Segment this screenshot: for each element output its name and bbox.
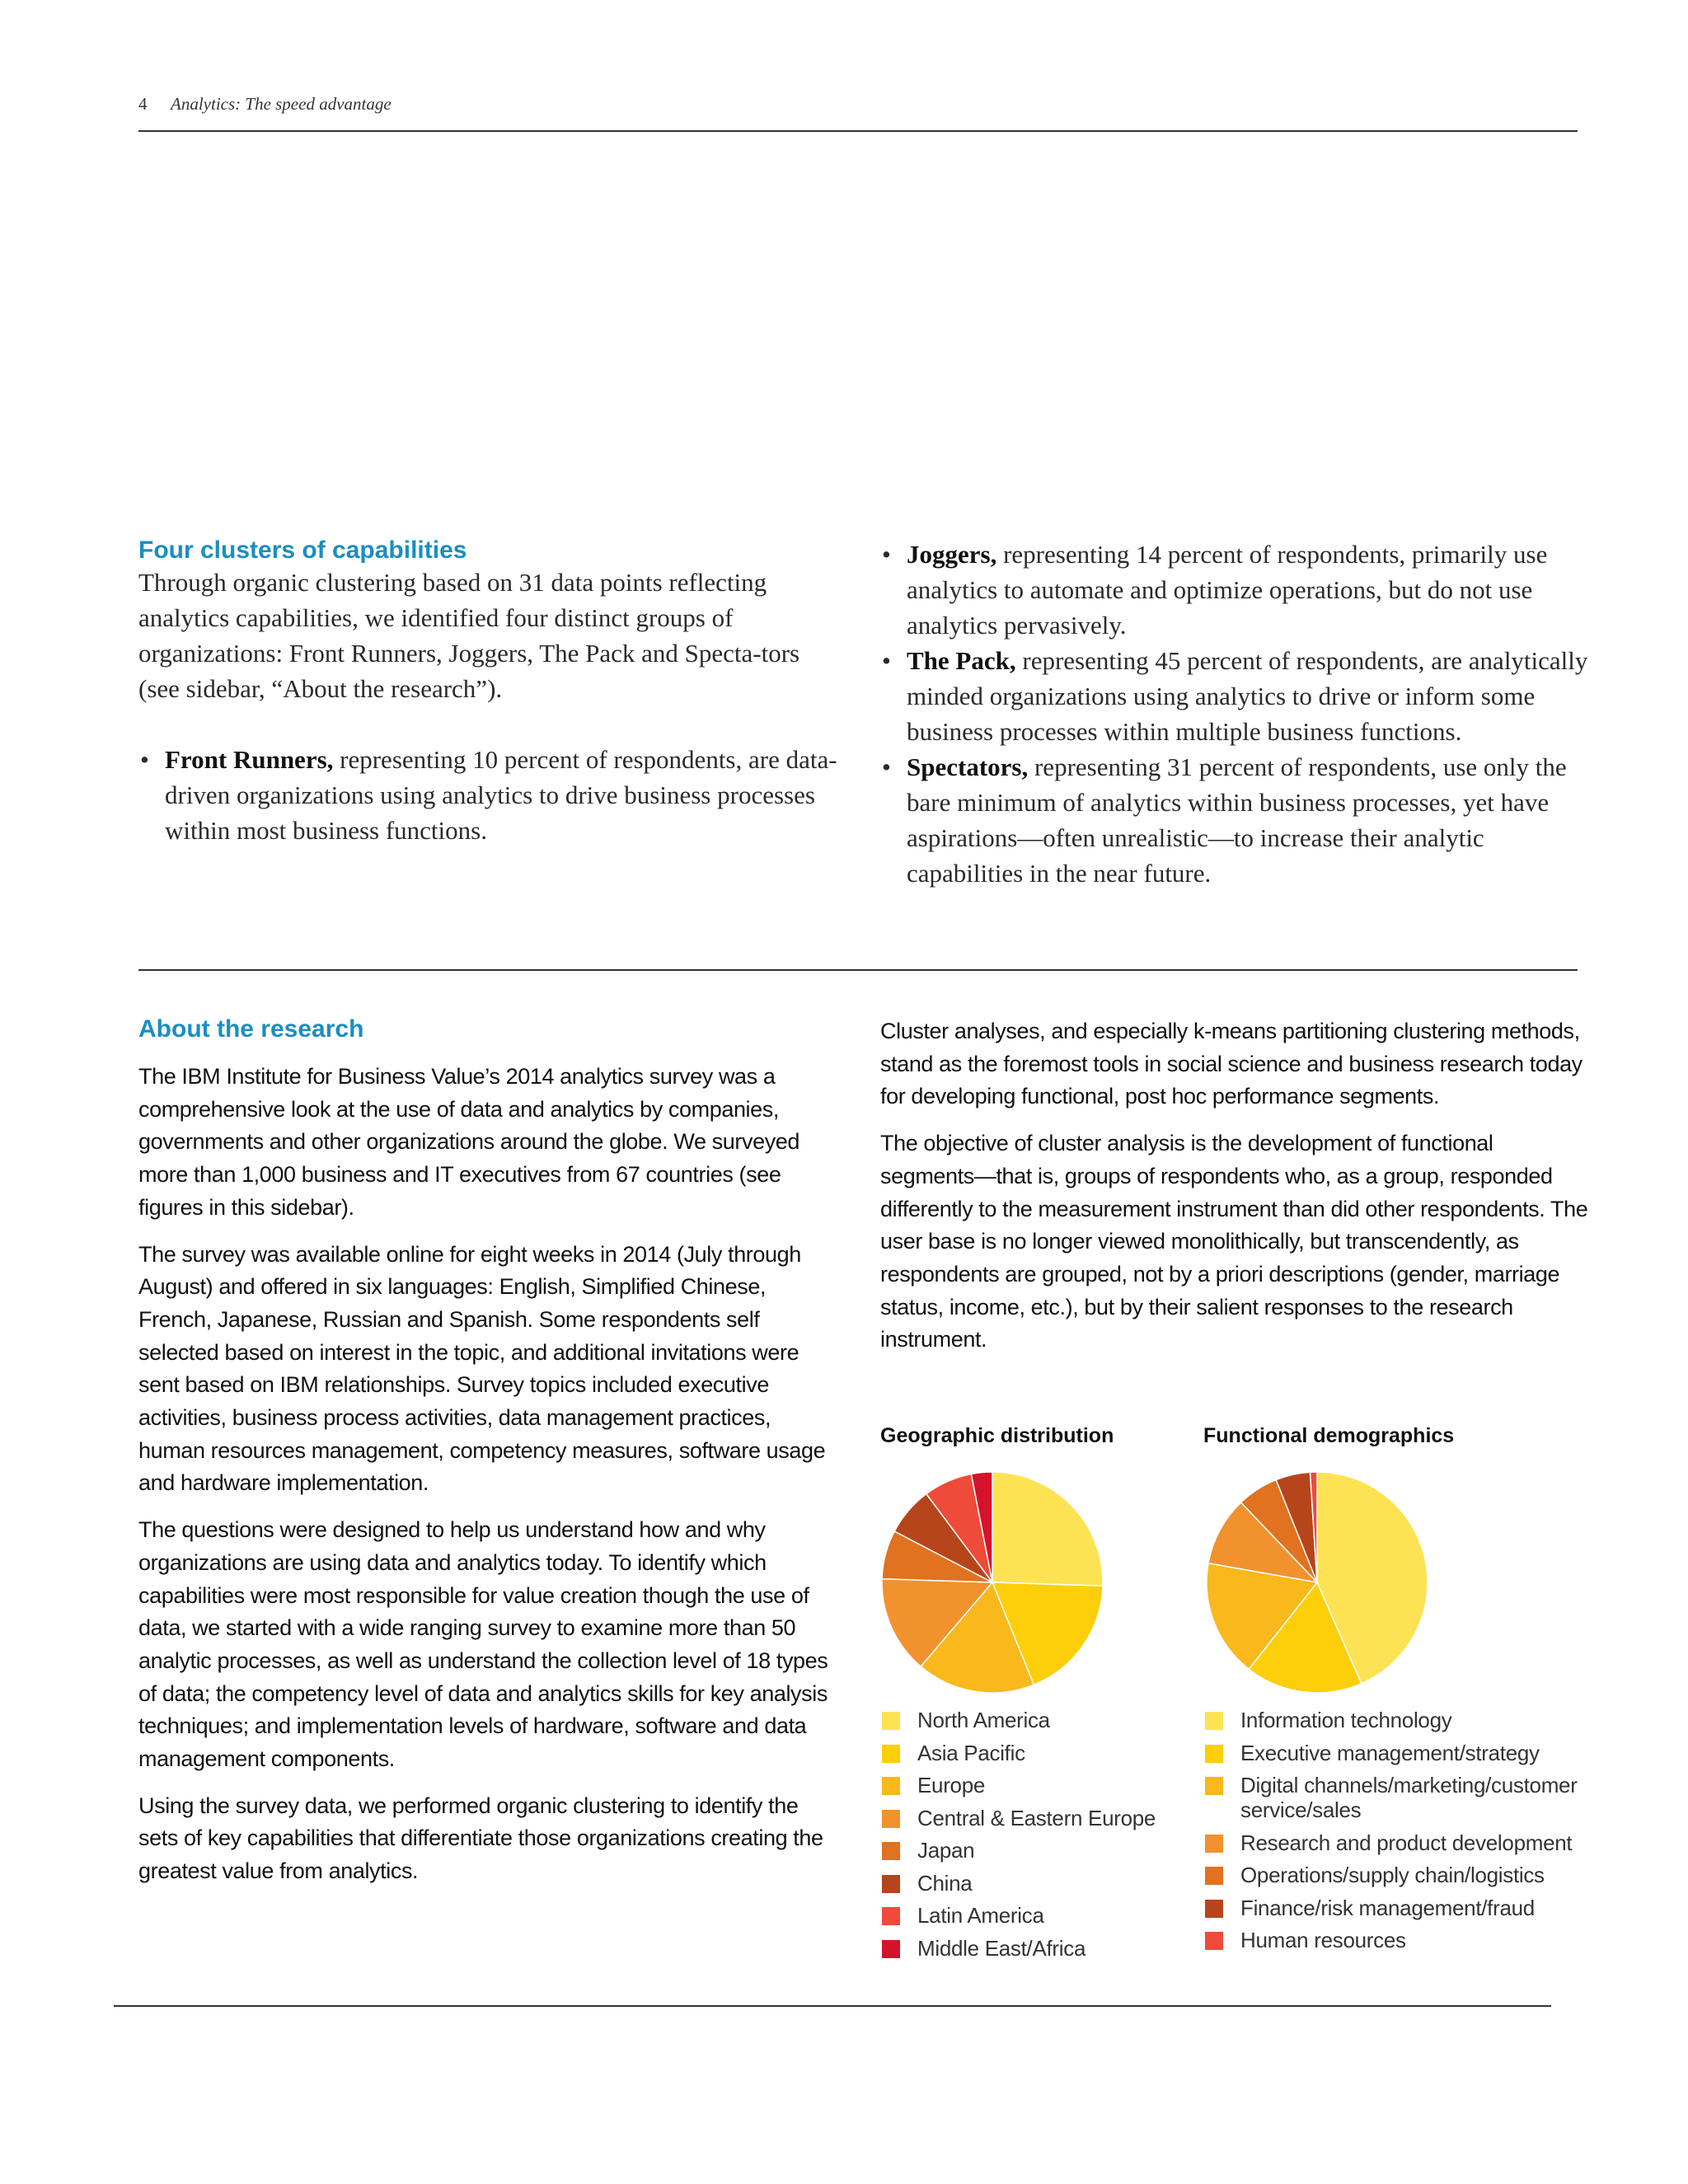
clusters-list-left <box>138 742 839 848</box>
cluster-item-joggers: • Joggers, representing 14 percent of respondents, primarily use analytics to automate and optimize operations, but do not use analytics pervasively. <box>882 540 1548 640</box>
legend-label: Digital channels/marketing/customer service/sales <box>1240 1773 1578 1822</box>
legend-item-digital-channels-marketing-customer-service-sales <box>1203 1773 1591 1822</box>
about-left-column <box>138 1015 839 1902</box>
legend-swatch <box>882 1777 900 1795</box>
cluster-name: Front Runners, <box>165 745 334 774</box>
clusters-heading: Four clusters of capabilities <box>138 537 467 564</box>
legend-item-north-america <box>880 1708 1193 1732</box>
legend-item-information-technology <box>1203 1708 1591 1732</box>
legend-label: Central & Eastern Europe <box>917 1805 1156 1830</box>
legend-label: Japan <box>917 1838 975 1863</box>
legend-swatch <box>1205 1867 1223 1885</box>
bottom-rule <box>114 2005 1551 2007</box>
legend-label: Operations/supply chain/logistics <box>1240 1863 1545 1887</box>
legend-label: Executive management/strategy <box>1240 1740 1540 1765</box>
legend-swatch <box>882 1907 900 1925</box>
legend-swatch <box>882 1712 900 1730</box>
legend-item-research-and-product-development <box>1203 1830 1591 1855</box>
clusters-intro: Through organic clustering based on 31 data points reflecting analytics capabilities, we identified four distinct groups of organizations: Front Runners, Joggers, The Pack and Specta-tors (see sidebar, “About the research”). <box>138 568 800 703</box>
clusters-right-column <box>880 537 1589 891</box>
clusters-list-right <box>880 537 1589 891</box>
running-title: Analytics: The speed advantage <box>171 94 392 114</box>
cluster-item-the-pack: • The Pack, representing 45 percent of respondents, are analytically minded organizations using analytics to drive or inform some business processes within multiple business functions. <box>882 646 1588 746</box>
about-heading: About the research <box>138 1015 364 1043</box>
about-paragraph: Using the survey data, we performed organic clustering to identify the sets of key capabilities that differentiate those organizations creating the greatest value from analytics. <box>138 1793 823 1884</box>
header-rule <box>138 130 1578 132</box>
page-number: 4 <box>138 94 148 114</box>
geo-legend <box>880 1708 1193 1968</box>
legend-label: Information technology <box>1240 1708 1452 1732</box>
legend-label: Asia Pacific <box>917 1740 1025 1765</box>
cluster-description: representing 14 percent of respondents, primarily use analytics to automate and optimize operations, but do not use analytics pervasively. <box>907 540 1548 640</box>
legend-label: Finance/risk management/fraud <box>1240 1895 1535 1920</box>
cluster-name: Joggers, <box>907 540 997 569</box>
geo-chart-title: Geographic distribution <box>880 1424 1114 1447</box>
legend-swatch <box>882 1940 900 1958</box>
legend-label: Research and product development <box>1240 1830 1573 1855</box>
legend-swatch <box>1205 1712 1223 1730</box>
legend-item-middle-east-africa <box>880 1936 1193 1961</box>
cluster-description: representing 10 percent of respondents, are data-driven organizations using analytics to drive business processes within most business functions. <box>165 745 837 845</box>
about-paragraph: Cluster analyses, and especially k-means partitioning clustering methods, stand as the foremost tools in social science and business research today for developing functional, post hoc performance segments. <box>880 1019 1582 1109</box>
legend-label: North America <box>917 1708 1050 1732</box>
legend-swatch <box>882 1810 900 1828</box>
legend-label: Human resources <box>1240 1928 1406 1952</box>
cluster-description: representing 31 percent of respondents, use only the bare minimum of analytics within business processes, yet have aspirations—often unrealistic—to increase their analytic capabilities in the near future. <box>907 752 1567 888</box>
legend-item-europe <box>880 1773 1193 1797</box>
legend-item-operations-supply-chain-logistics <box>1203 1863 1591 1887</box>
legend-swatch <box>1205 1900 1223 1918</box>
about-paragraph: The objective of cluster analysis is the development of functional segments—that is, groups of respondents who, as a group, responded differently to the measurement instrument than did other respondents. The user base is no longer viewed monolithically, but transcendently, as respondents are grouped, not by a priori descriptions (gender, marriage status, income, etc.), but by their salient responses to the research instrument. <box>880 1131 1588 1352</box>
legend-item-japan <box>880 1838 1193 1863</box>
legend-item-latin-america <box>880 1903 1193 1928</box>
clusters-left-column <box>138 537 839 848</box>
legend-swatch <box>882 1842 900 1860</box>
legend-label: Middle East/Africa <box>917 1935 1086 1961</box>
legend-swatch <box>882 1745 900 1763</box>
legend-label: Europe <box>917 1773 986 1797</box>
about-paragraph: The IBM Institute for Business Value’s 2014 analytics survey was a comprehensive look at the use of data and analytics by companies, governments and other organizations around the globe. We surveyed more than 1,000 business and IT executives from 67 countries (see figures in this sidebar). <box>138 1064 800 1220</box>
legend-swatch <box>1205 1835 1223 1853</box>
about-paragraph: The questions were designed to help us understand how and why organizations are using data and analytics today. To identify which capabilities were most responsible for value creation though the use of data, we started with a wide ranging survey to examine more than 50 analytic processes, as well as understand the collection level of 18 types of data; the competency level of data and analytics skills for key analysis techniques; and implementation levels of hardware, software and data management components. <box>138 1517 828 1772</box>
func-legend <box>1203 1708 1591 1961</box>
legend-swatch <box>1205 1745 1223 1763</box>
cluster-description: representing 45 percent of respondents, are analytically minded organizations using analytics to drive or inform some business processes within multiple business functions. <box>907 646 1588 746</box>
legend-swatch <box>1205 1777 1223 1795</box>
about-right-column <box>880 1015 1589 1371</box>
legend-swatch <box>882 1875 900 1893</box>
legend-item-asia-pacific <box>880 1741 1193 1765</box>
legend-swatch <box>1205 1932 1223 1950</box>
func-chart-title: Functional demographics <box>1203 1424 1455 1447</box>
about-paragraph: The survey was available online for eight weeks in 2014 (July through August) and offered in six languages: English, Simplified Chinese, French, Japanese, Russian and Spanish. Some respondents self selected based on interest in the topic, and additional invitations were sent based on IBM relationships. Survey topics included executive activities, business process activities, data management practices, human resources management, competency measures, software usage and hardware implementation. <box>138 1241 826 1496</box>
legend-item-china <box>880 1871 1193 1896</box>
cluster-item-front-runners: • Front Runners, representing 10 percent of respondents, are data-driven organizations using analytics to drive business processes within most business functions. <box>140 745 837 845</box>
legend-item-human-resources <box>1203 1928 1591 1952</box>
func-pie-chart <box>1203 1469 1431 1696</box>
cluster-name: The Pack, <box>907 646 1016 675</box>
geo-pie-chart <box>879 1469 1106 1696</box>
legend-label: China <box>917 1870 973 1896</box>
legend-label: Latin America <box>917 1903 1044 1928</box>
cluster-name: Spectators, <box>907 752 1029 781</box>
legend-item-executive-management-strategy <box>1203 1741 1591 1765</box>
legend-item-finance-risk-management-fraud <box>1203 1896 1591 1920</box>
pie-slice-north-america <box>992 1472 1103 1586</box>
legend-item-central-eastern-europe <box>880 1806 1193 1830</box>
section-divider <box>138 969 1578 971</box>
cluster-item-spectators: • Spectators, representing 31 percent of respondents, use only the bare minimum of analytics within business processes, yet have aspirations—often unrealistic—to increase their analytic capabilities in the near future. <box>882 752 1567 888</box>
